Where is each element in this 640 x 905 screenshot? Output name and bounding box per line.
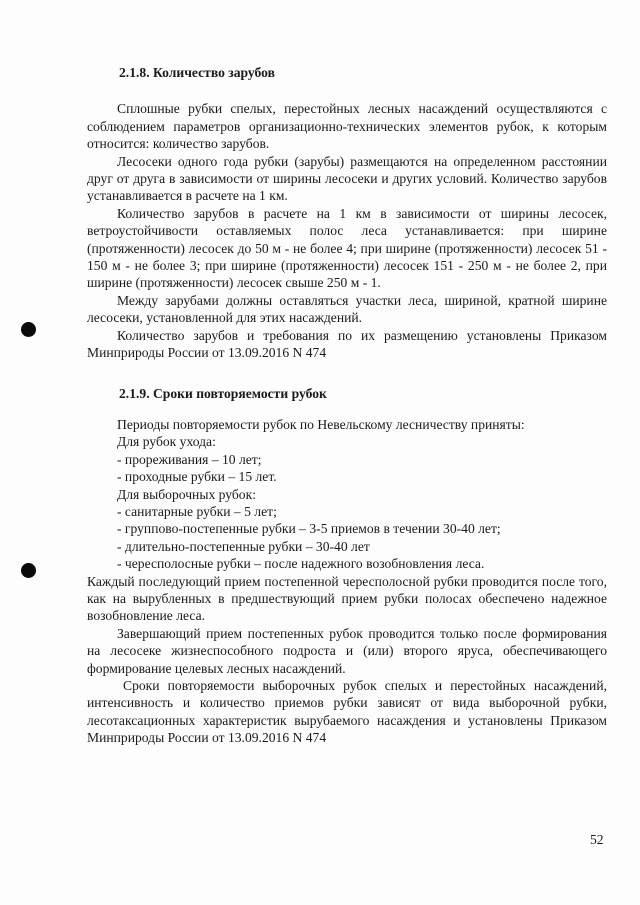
list-item: - проходные рубки – 15 лет.	[117, 469, 277, 485]
punch-hole-bottom	[21, 563, 36, 578]
list-item: Периоды повторяемости рубок по Невельскому лесничеству приняты:	[117, 416, 525, 432]
paragraph: Каждый последующий прием постепенной чересполосной рубки проводится после того, как на вырубленных в предшествующий прием рубки полосах обеспечено надежное возобновление леса.	[87, 573, 607, 624]
list-item: Для рубок ухода:	[117, 434, 216, 450]
list-item: - длительно-постепенные рубки – 30-40 лет	[117, 538, 370, 554]
paragraph: Между зарубами должны оставляться участки леса, шириной, кратной ширине лесосеки, установленной для этих насаждений.	[87, 292, 607, 326]
paragraph: Количество зарубов и требования по их размещению установлены Приказом Минприроды России от 13.09.2016 N 474	[87, 327, 607, 361]
paragraph: Завершающий прием постепенных рубок проводится только после формирования на лесосеке жизнеспособного подроста и (или) второго яруса, обеспечивающего формирование целевых лесных насаждений.	[87, 625, 607, 676]
paragraph: Количество зарубов в расчете на 1 км в зависимости от ширины лесосек, ветроустойчивости оставляемых полос леса устанавливается: при ширине (протяженности) лесосек до 50 м - не более 4; при ширине (протяженности) лесосек 51 - 150 м - не более 3; при ширине (протяженности) лесосек 151 - 250 м - не более 2, при ширине (протяженности) лесосек свыше 250 м - 1.	[87, 205, 607, 291]
document-body	[87, 64, 607, 747]
list-item: - группово-постепенные рубки – 3-5 приемов в течении 30-40 лет;	[117, 521, 501, 537]
section-heading: 2.1.8. Количество зарубов	[119, 65, 275, 80]
list-item: Для выборочных рубок:	[117, 486, 256, 502]
punch-hole-top	[21, 322, 36, 337]
paragraph: Лесосеки одного года рубки (зарубы) размещаются на определенном расстоянии друг от друга в зависимости от ширины лесосеки и других условий. Количество зарубов устанавливается в расчете на 1 км.	[87, 153, 607, 204]
periods-list	[87, 416, 607, 573]
paragraph: Сплошные рубки спелых, перестойных лесных насаждений осуществляются с соблюдением параметров организационно-технических элементов рубок, к которым относится: количество зарубов.	[87, 101, 607, 152]
paragraph: Сроки повторяемости выборочных рубок спелых и перестойных насаждений, интенсивность и количество приемов рубки зависят от вида выборочной рубки, лесотаксационных характеристик вырубаемого насаждения и установлены Приказом Минприроды России от 13.09.2016 N 474	[87, 678, 607, 746]
list-item: - чересполосные рубки – после надежного возобновления леса.	[117, 556, 485, 572]
section-heading: 2.1.9. Сроки повторяемости рубок	[119, 385, 327, 401]
page-number: 52	[590, 832, 604, 847]
list-item: - санитарные рубки – 5 лет;	[117, 503, 277, 519]
list-item: - прореживания – 10 лет;	[117, 451, 262, 467]
